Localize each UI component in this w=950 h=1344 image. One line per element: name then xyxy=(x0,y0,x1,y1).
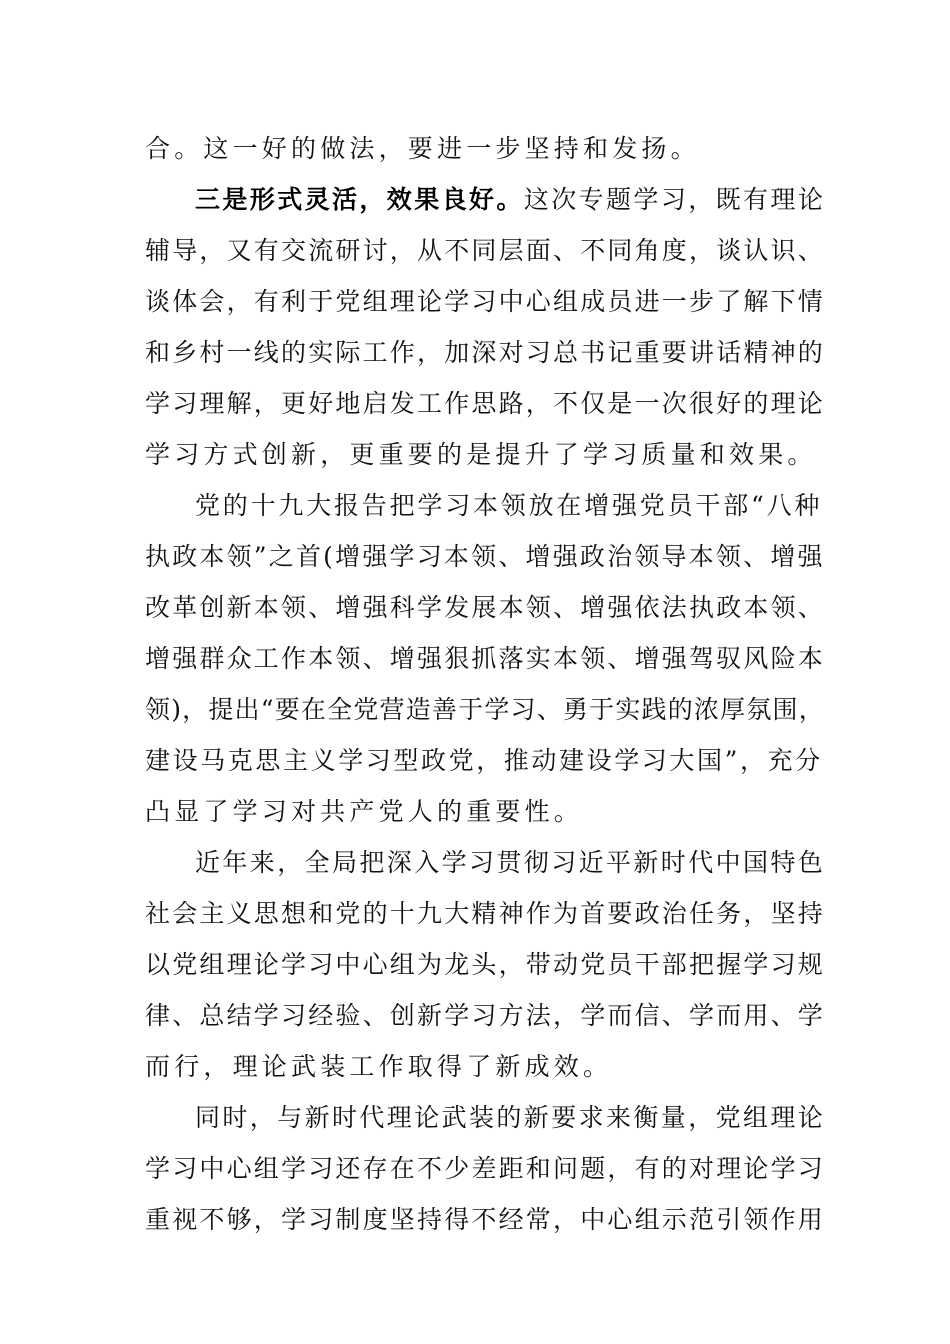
text-line: 合。这一好的做法，要进一步坚持和发扬。 xyxy=(145,134,700,163)
text-line: 学习中心组学习还存在不少差距和问题，有的对理论学习 xyxy=(145,1154,826,1183)
text-line: 学习方式创新，更重要的是提升了学习质量和效果。 xyxy=(145,440,817,469)
text-line: 建设马克思主义学习型政党，推动建设学习大国”，充分 xyxy=(145,746,823,775)
text-line: 律、总结学习经验、创新学习方法，学而信、学而用、学 xyxy=(145,1001,826,1030)
text-line: 辅导，又有交流研讨，从不同层面、不同角度，谈认识、 xyxy=(145,236,826,265)
bold-lead-phrase: 三是形式灵活，效果良好。 xyxy=(195,185,524,214)
text-line: 而行，理论武装工作取得了新成效。 xyxy=(145,1052,613,1081)
text-line: 社会主义思想和党的十九大精神作为首要政治任务，坚持 xyxy=(145,899,826,928)
text-line: 凸显了学习对共产党人的重要性。 xyxy=(145,797,584,826)
text-line: 谈体会，有利于党组理论学习中心组成员进一步了解下情 xyxy=(145,287,826,316)
text-line: 增强群众工作本领、增强狠抓落实本领、增强驾驭风险本 xyxy=(145,644,826,673)
text-line: 学习理解，更好地启发工作思路，不仅是一次很好的理论 xyxy=(145,389,826,418)
text-line: 以党组理论学习中心组为龙头，带动党员干部把握学习规 xyxy=(145,950,826,979)
text-run: 这次专题学习，既有理论 xyxy=(523,185,826,214)
text-line: 重视不够，学习制度坚持得不经常，中心组示范引领作用 xyxy=(145,1205,826,1234)
text-line: 执政本领”之首(增强学习本领、增强政治领导本领、增强 xyxy=(145,542,825,571)
text-line: 和乡村一线的实际工作，加深对习总书记重要讲话精神的 xyxy=(145,338,826,367)
text-line xyxy=(195,180,825,220)
text-line: 近年来，全局把深入学习贯彻习近平新时代中国特色 xyxy=(195,848,826,877)
text-line: 同时，与新时代理论武装的新要求来衡量，党组理论 xyxy=(195,1103,826,1132)
text-line: 党的十九大报告把学习本领放在增强党员干部“八种 xyxy=(195,491,823,520)
text-line: 改革创新本领、增强科学发展本领、增强依法执政本领、 xyxy=(145,593,826,622)
text-line: 领)，提出“要在全党营造善于学习、勇于实践的浓厚氛围， xyxy=(145,695,825,724)
